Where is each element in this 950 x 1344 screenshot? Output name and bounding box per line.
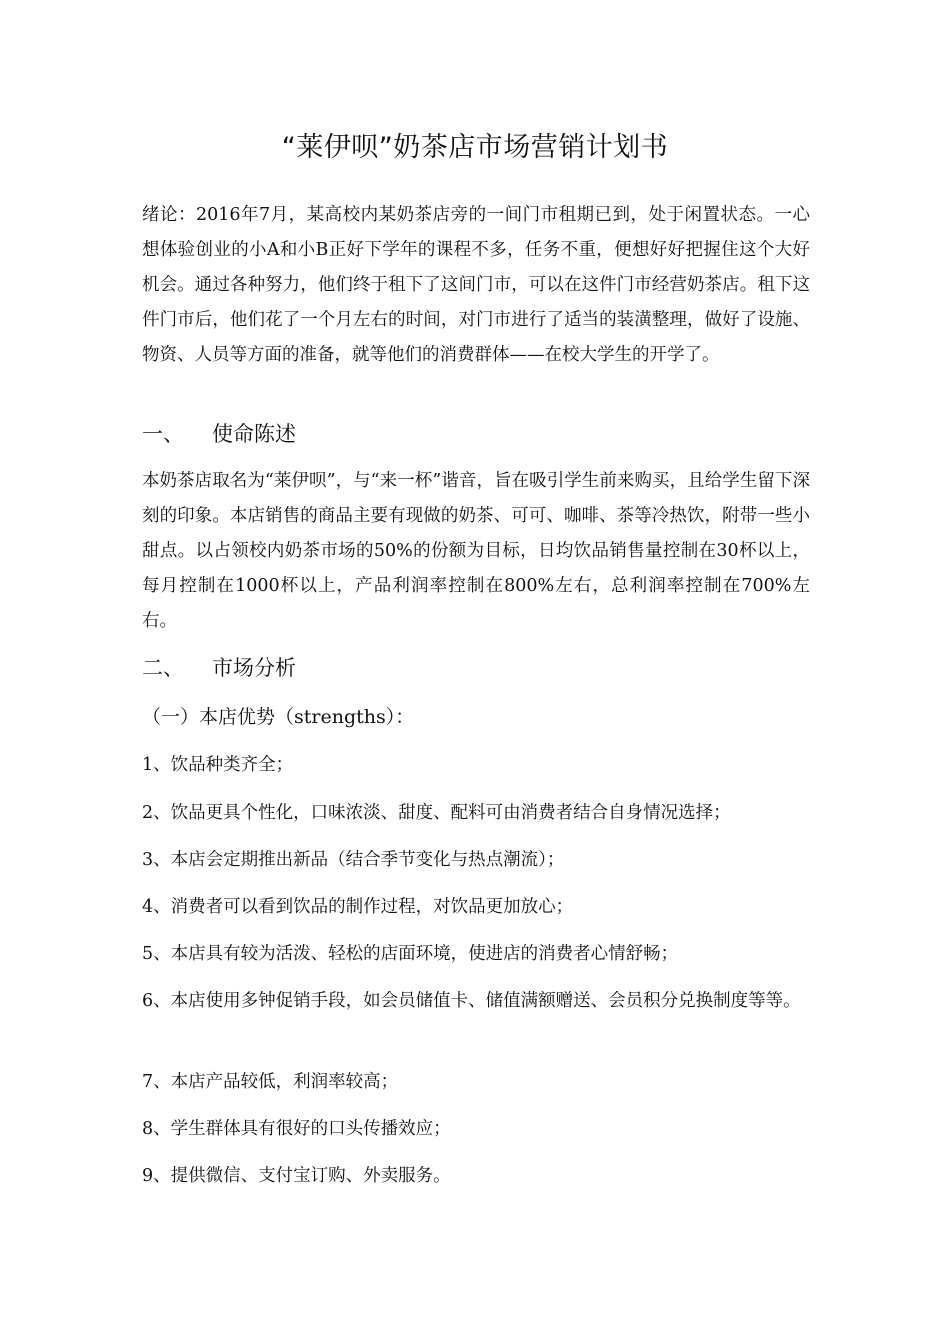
list-item: 9、提供微信、支付宝订购、外卖服务。 <box>142 1166 451 1186</box>
list-item: 3、本店会定期推出新品（结合季节变化与热点潮流）； <box>142 850 565 870</box>
section-heading-market <box>142 652 296 684</box>
section-title: 市场分析 <box>212 656 296 680</box>
list-item: 1、饮品种类齐全； <box>142 755 294 775</box>
intro-paragraph: 绪论：2016年7月，某高校内某奶茶店旁的一间门市租期已到，处于闲置状态。一心想体验创业的小A和小B正好下学年的课程不多，任务不重，便想好好把握住这个大好机会。通过各种努力，他们终于租下了这间门市，可以在这件门市经营奶茶店。租下这件门市后，他们花了一个月左右的时间，对门市进行了适当的装潢整理，做好了设施、物资、人员等方面的准备，就等他们的消费群体——在校大学生的开学了。 <box>142 205 810 365</box>
document-title: “莱伊呗”奶茶店市场营销计划书 <box>281 132 669 163</box>
list-item: 6、本店使用多钟促销手段，如会员储值卡、储值满额赠送、会员积分兑换制度等等。 <box>142 991 801 1011</box>
list-item: 2、饮品更具个性化，口味浓淡、甜度、配料可由消费者结合自身情况选择； <box>142 803 731 823</box>
list-item: 7、本店产品较低，利润率较高； <box>142 1072 399 1092</box>
strengths-subheading: （一）本店优势（strengths）： <box>142 706 415 728</box>
section-number: 二、 <box>142 656 184 680</box>
list-item: 5、本店具有较为活泼、轻松的店面环境，使进店的消费者心情舒畅； <box>142 944 679 964</box>
section-title: 使命陈述 <box>212 422 296 446</box>
mission-paragraph: 本奶茶店取名为“莱伊呗”，与“来一杯”谐音，旨在吸引学生前来购买，且给学生留下深刻的印象。本店销售的商品主要有现做的奶茶、可可、咖啡、茶等冷热饮，附带一些小甜点。以占领校内奶茶市场的50%的份额为目标，日均饮品销售量控制在30杯以上，每月控制在1000杯以上，产品利润率控制在800%左右，总利润率控制在700%左右。 <box>142 471 810 631</box>
list-item: 4、消费者可以看到饮品的制作过程，对饮品更加放心； <box>142 897 574 917</box>
section-number: 一、 <box>142 422 184 446</box>
section-heading-mission <box>142 418 296 450</box>
list-item: 8、学生群体具有很好的口头传播效应； <box>142 1119 451 1139</box>
